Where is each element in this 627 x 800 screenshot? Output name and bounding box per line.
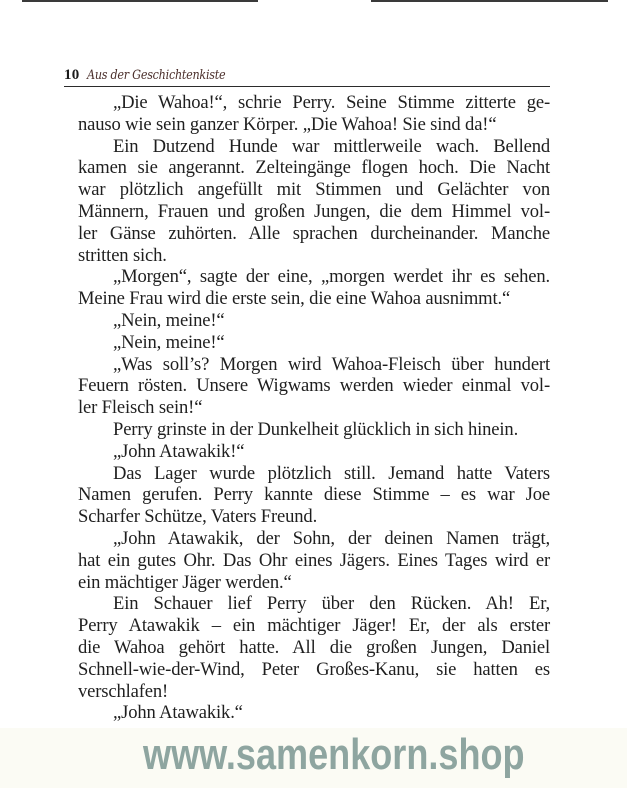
body-text <box>78 92 550 724</box>
text-line: hat ein gutes Ohr. Das Ohr eines Jägers. Eines Tages wird er <box>78 549 550 571</box>
text-line: Männern, Frauen und großen Jungen, die dem Himmel vol- <box>78 200 550 222</box>
text-line: „Nein, meine!“ <box>113 309 225 331</box>
text-line: Namen gerufen. Perry kannte diese Stimme – es war Joe <box>78 484 550 506</box>
text-line: kamen sie angerannt. Zelteingänge flogen hoch. Die Nacht <box>78 157 550 179</box>
text-line: Ein Dutzend Hunde war mittlerweile wach. Bellend <box>113 135 550 157</box>
text-line: Perry Atawakik – ein mächtiger Jäger! Er, der als erster <box>78 615 550 637</box>
text-line: ler Fleisch sein!“ <box>78 397 203 419</box>
text-line: stritten sich. <box>78 244 167 266</box>
running-title: Aus der Geschichtenkiste <box>87 68 226 83</box>
text-line: „John Atawakik!“ <box>113 440 245 462</box>
text-line: Das Lager wurde plötzlich still. Jemand hatte Vaters <box>113 462 550 484</box>
top-edge-bar-right <box>371 0 608 2</box>
text-line: nauso wie sein ganzer Körper. „Die Wahoa! Sie sind da!“ <box>78 113 497 135</box>
text-line: Perry grinste in der Dunkelheit glücklich in sich hinein. <box>113 418 519 440</box>
text-line: ein mächtiger Jäger werden.“ <box>78 571 292 593</box>
text-line: ler Gänse zuhörten. Alle sprachen durcheinander. Manche <box>78 222 550 244</box>
text-line: „John Atawakik.“ <box>113 702 243 724</box>
running-header <box>64 66 550 87</box>
text-line: „Morgen“, sagte der eine, „morgen werdet ihr es sehen. <box>113 266 550 288</box>
page-number: 10 <box>64 67 80 83</box>
top-edge-bar-left <box>22 0 258 2</box>
text-line: Ein Schauer lief Perry über den Rücken. Ah! Er, <box>113 593 550 615</box>
text-line: Feuern rösten. Unsere Wigwams werden wieder einmal vol- <box>78 375 550 397</box>
text-line: „Was soll’s? Morgen wird Wahoa-Fleisch über hundert <box>113 353 550 375</box>
text-line: „Die Wahoa!“, schrie Perry. Seine Stimme zitterte ge- <box>113 92 550 113</box>
text-line: „John Atawakik, der Sohn, der deinen Namen trägt, <box>113 527 550 549</box>
text-line: die Wahoa gehört hatte. All die großen Jungen, Daniel <box>78 636 550 658</box>
text-line: Schnell-wie-der-Wind, Peter Großes-Kanu, sie hatten es <box>78 658 550 680</box>
text-line: Scharfer Schütze, Vaters Freund. <box>78 506 318 528</box>
text-line: verschlafen! <box>78 680 169 702</box>
text-line: war plötzlich angefüllt mit Stimmen und Gelächter von <box>78 179 550 201</box>
text-line: Meine Frau wird die erste sein, die eine Wahoa ausnimmt.“ <box>78 288 511 310</box>
text-line: „Nein, meine!“ <box>113 331 225 353</box>
watermark-url: www.samenkorn.shop <box>143 730 525 779</box>
